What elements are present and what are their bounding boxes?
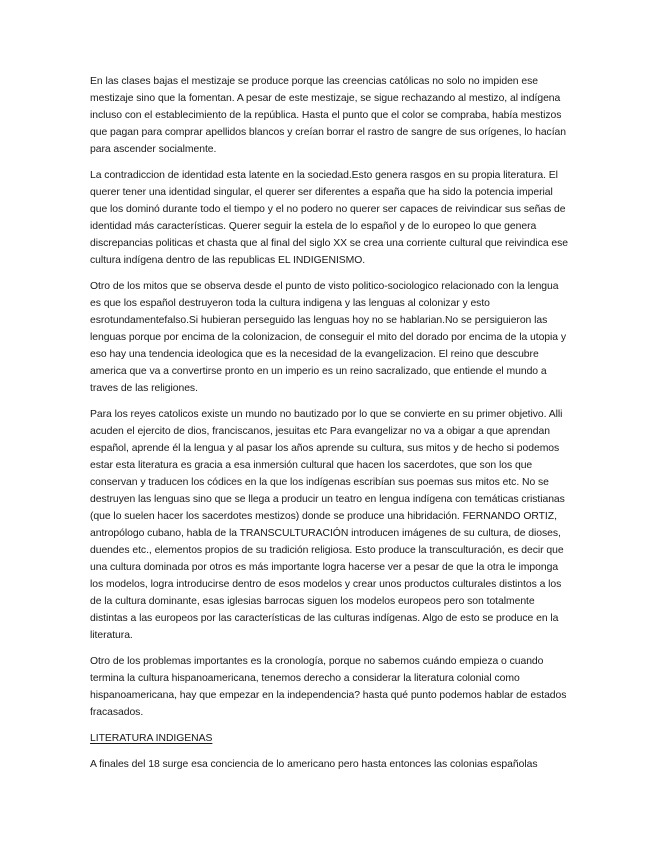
paragraph-finales-siglo: A finales del 18 surge esa conciencia de lo americano pero hasta entonces las colonias españolas xyxy=(90,759,538,770)
paragraph-reyes-catolicos: Para los reyes catolicos existe un mundo no bautizado por lo que se convierte en su primer objetivo. Alli acuden el ejercito de dios, franciscanos, jesuitas etc Para evangelizar no va a obigar a que aprendan español, aprende él la lengua y al pasar los años aprende su cultura, sus mitos y de hecho si podemos estar esta literatura es gracia a esa inmersión cultural que hacen los sacerdotes, que son los que conservan y traducen los códices en la que los indígenas escribían sus poemas sus mitos etc. No se destruyen las lenguas sino que se llega a producir un teatro en lengua indígena con temáticas cristianas (que lo suelen hacer los sacerdotes mestizos) donde se produce una hibridación. FERNANDO ORTIZ, antropólogo cubano, habla de la TRANSCULTURACIÓN introducen imágenes de su cultura, de dioses, duendes etc., elementos propios de su tradición religiosa. Esto produce la transculturación, es decir que una cultura dominada por otros es más importante logra hacerse ver a pesar de que la otra le imponga los modelos, logra introducirse dentro de esos modelos y crear unos productos culturales distintos a los de la cultura dominante, esas iglesias barrocas siguen los modelos europeos pero son totalmente distintas a las europeos por las características de las culturas indígenas. Algo de esto se produce en la literatura. xyxy=(90,409,565,641)
paragraph-cronologia: Otro de los problemas importantes es la cronología, porque no sabemos cuándo empieza o cuando termina la cultura hispanoamericana, tenemos derecho a considerar la literatura colonial como hispanoamericana, hay que empezar en la independencia? hasta qué punto podemos hablar de estados fracasados. xyxy=(90,656,567,718)
paragraph-mestizaje: En las clases bajas el mestizaje se produce porque las creencias católicas no solo no impiden ese mestizaje sino que la fomentan. A pesar de este mestizaje, se sigue rechazando al mestizo, al indígena incluso con el establecimiento de la república. Hasta el punto que el color se compraba, había mestizos que pagan para comprar apellidos blancos y creían borrar el rastro de sangre de sus orígenes, lo hacían para ascender socialmente. xyxy=(90,76,566,155)
paragraph-identidad: La contradiccion de identidad esta latente en la sociedad.Esto genera rasgos en su propia literatura. El querer tener una identidad singular, el querer ser diferentes a españa que ha sido la potencia imperial que los dominó durante todo el tiempo y el no podero no querer ser capaces de reivindicar sus señas de identidad más características. Querer seguir la estela de lo español y de lo europeo lo que genera discrepancias politicas et chasta que al final del siglo XX se crea una corriente cultural que reivindica ese cultura indígena dentro de las republicas EL INDIGENISMO. xyxy=(90,170,568,266)
document-body xyxy=(90,73,568,782)
paragraph-mitos-lengua: Otro de los mitos que se observa desde el punto de visto politico-sociologico relacionado con la lengua es que los español destruyeron toda la cultura indigena y las lenguas al colonizar y esto esrotundamentefalso.Si hubieran perseguido las lenguas hoy no se hablarian.No se persiguieron las lenguas porque por encima de la colonizacion, de conseguir el mito del dorado por encima de la utopia y eso hay una tendencia ideologica que es la necesidad de la evangelizacion. El reino que descubre america que va a convertirse pronto en un imperio es un reino sacralizado, que entiende el mundo a traves de las religiones. xyxy=(90,281,567,394)
section-heading: LITERATURA INDIGENAS xyxy=(90,733,213,744)
